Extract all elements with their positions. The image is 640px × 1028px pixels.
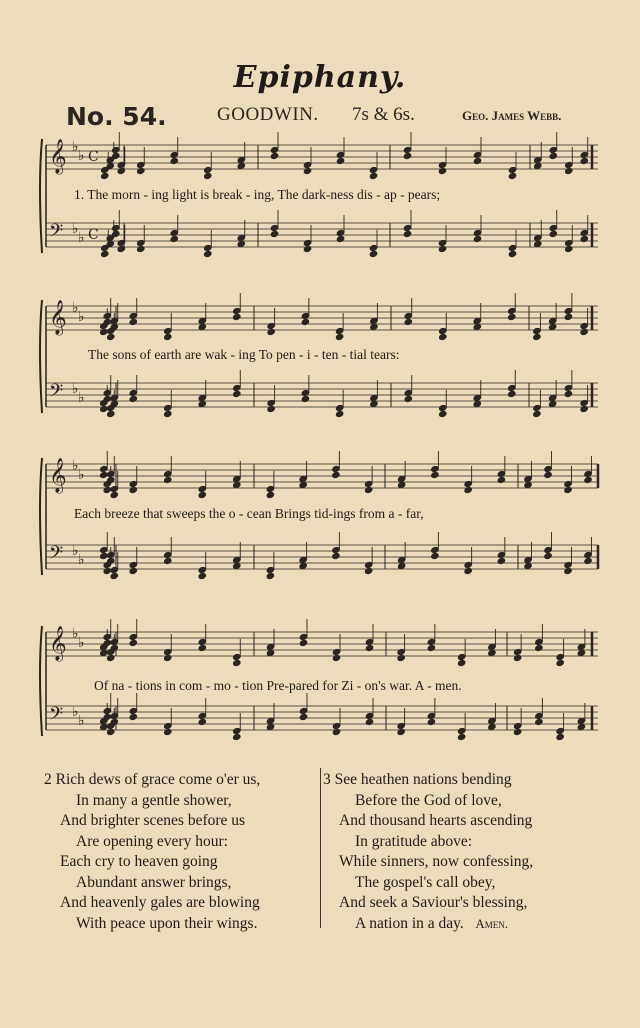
- note-head: [364, 567, 374, 575]
- note-head: [163, 410, 173, 418]
- treble-clef: 𝄞: [49, 139, 67, 174]
- flat-sign: ♭: [78, 309, 85, 325]
- verse-2-line-7: And heavenly gales are blowing: [60, 894, 260, 911]
- note-head: [497, 557, 507, 565]
- flat-sign: ♭: [78, 467, 85, 483]
- note-head: [270, 230, 280, 238]
- note-head: [106, 410, 116, 418]
- flat-sign: ♭: [78, 552, 85, 568]
- note-head: [109, 572, 119, 580]
- note-head: [555, 659, 565, 667]
- note-head: [197, 572, 207, 580]
- verse-3-number: 3: [323, 771, 331, 788]
- note-head: [403, 230, 413, 238]
- note-head: [232, 390, 242, 398]
- brace: [40, 626, 42, 736]
- flat-sign: ♭: [72, 139, 79, 155]
- note-head: [403, 152, 413, 160]
- note-head: [579, 157, 589, 165]
- note-head: [396, 728, 406, 736]
- note-head: [232, 733, 242, 741]
- note-head: [163, 333, 173, 341]
- verse-divider: [320, 768, 321, 928]
- note-head: [532, 333, 542, 341]
- note-head: [169, 157, 179, 165]
- lyric-line-1: 1. The morn - ing light is break - ing, The dark-ness dis - ap - pears;: [74, 187, 441, 202]
- composer: Geo. James Webb.: [462, 108, 562, 123]
- note-head: [438, 167, 448, 175]
- note-head: [579, 235, 589, 243]
- note-head: [266, 491, 276, 499]
- note-head: [543, 471, 553, 479]
- note-head: [163, 557, 173, 565]
- note-head: [335, 410, 345, 418]
- verse-2: [44, 770, 260, 934]
- brace: [40, 458, 42, 575]
- verse-3-line-2: Before the God of love,: [355, 791, 502, 809]
- note-head: [303, 245, 313, 253]
- note-head: [128, 395, 138, 403]
- note-head: [430, 552, 440, 560]
- note-head: [163, 476, 173, 484]
- note-head: [457, 659, 467, 667]
- note-head: [365, 644, 375, 652]
- flat-sign: ♭: [72, 381, 79, 397]
- note-head: [564, 390, 574, 398]
- note-head: [583, 557, 593, 565]
- note-head: [106, 654, 116, 662]
- note-head: [543, 552, 553, 560]
- lyric-line-4: Of na - tions in com - mo - tion Pre-pared for Zi - on's war. A - men.: [94, 678, 462, 693]
- flat-sign: ♭: [78, 635, 85, 651]
- note-head: [128, 486, 138, 494]
- treble-clef: 𝄞: [49, 458, 67, 493]
- verse-2-line-4: Are opening every hour:: [76, 832, 228, 850]
- verse-2-line-2: In many a gentle shower,: [76, 791, 232, 809]
- note-head: [197, 644, 207, 652]
- note-head: [463, 567, 473, 575]
- flat-sign: ♭: [72, 704, 79, 720]
- verse-3: [323, 770, 533, 934]
- note-head: [548, 230, 558, 238]
- note-head: [497, 476, 507, 484]
- note-head: [473, 235, 483, 243]
- flat-sign: ♭: [72, 543, 79, 559]
- hymn-number: No. 54.: [66, 102, 167, 131]
- verse-2-line-1: Rich dews of grace come o'er us,: [55, 771, 261, 788]
- note-head: [534, 718, 544, 726]
- note-head: [563, 486, 573, 494]
- note-head: [128, 318, 138, 326]
- verse-2-number: 2: [44, 771, 52, 788]
- note-head: [369, 172, 379, 180]
- flat-sign: ♭: [72, 300, 79, 316]
- verse-2-line-8: With peace upon their wings.: [76, 914, 258, 932]
- note-head: [109, 491, 119, 499]
- note-head: [136, 167, 146, 175]
- note-head: [335, 333, 345, 341]
- note-head: [232, 313, 242, 321]
- note-head: [299, 713, 309, 721]
- meter: 7s & 6s.: [352, 104, 415, 125]
- section-title: Epiphany.: [233, 60, 407, 95]
- note-head: [563, 567, 573, 575]
- note-head: [116, 245, 126, 253]
- note-head: [534, 644, 544, 652]
- flat-sign: ♭: [72, 626, 79, 642]
- note-head: [430, 471, 440, 479]
- note-head: [473, 157, 483, 165]
- note-head: [508, 250, 518, 258]
- flat-sign: ♭: [78, 713, 85, 729]
- flat-sign: ♭: [78, 230, 85, 246]
- note-head: [128, 713, 138, 721]
- note-head: [332, 728, 342, 736]
- verse-3-line-8: A nation in a day.: [355, 914, 464, 932]
- note-head: [427, 644, 437, 652]
- verse-3-line-3: And thousand hearts ascending: [339, 812, 533, 829]
- note-head: [266, 328, 276, 336]
- note-head: [266, 405, 276, 413]
- note-head: [513, 728, 523, 736]
- note-head: [270, 152, 280, 160]
- note-head: [438, 245, 448, 253]
- note-head: [336, 235, 346, 243]
- note-head: [299, 639, 309, 647]
- verse-2-line-6: Abundant answer brings,: [76, 873, 232, 891]
- bass-clef: 𝄢: [49, 704, 64, 729]
- note-head: [331, 552, 341, 560]
- lyric-line-2: The sons of earth are wak - ing To pen - i - ten - tial tears:: [88, 347, 400, 362]
- note-head: [583, 476, 593, 484]
- flat-sign: ♭: [78, 390, 85, 406]
- note-head: [403, 318, 413, 326]
- lyric-line-3: Each breeze that sweeps the o - cean Brings tid-ings from a - far,: [74, 506, 424, 521]
- flat-sign: ♭: [72, 221, 79, 237]
- note-head: [364, 486, 374, 494]
- note-head: [301, 395, 311, 403]
- note-head: [507, 313, 517, 321]
- verse-3-line-1: See heathen nations bending: [334, 771, 512, 788]
- note-head: [116, 167, 126, 175]
- bass-clef: 𝄢: [49, 543, 64, 568]
- note-head: [332, 654, 342, 662]
- time-signature: C: [88, 149, 99, 165]
- time-signature: C: [88, 227, 99, 243]
- note-head: [203, 250, 213, 258]
- treble-clef: 𝄞: [49, 626, 67, 661]
- note-head: [100, 172, 110, 180]
- note-head: [507, 390, 517, 398]
- treble-clef: 𝄞: [49, 300, 67, 335]
- note-head: [163, 728, 173, 736]
- note-head: [336, 157, 346, 165]
- note-head: [369, 250, 379, 258]
- note-head: [303, 167, 313, 175]
- note-head: [555, 733, 565, 741]
- verse-3-line-7: And seek a Saviour's blessing,: [339, 894, 528, 911]
- note-head: [100, 250, 110, 258]
- note-head: [128, 567, 138, 575]
- note-head: [513, 654, 523, 662]
- note-head: [232, 659, 242, 667]
- note-head: [457, 733, 467, 741]
- note-head: [463, 486, 473, 494]
- note-head: [136, 245, 146, 253]
- note-head: [403, 395, 413, 403]
- note-head: [203, 172, 213, 180]
- verse-3-line-4: In gratitude above:: [355, 832, 473, 850]
- note-head: [331, 471, 341, 479]
- bass-clef: 𝄢: [49, 381, 64, 406]
- note-head: [197, 718, 207, 726]
- tune-name: GOODWIN.: [217, 104, 319, 125]
- verse-3-amen: Amen.: [475, 915, 509, 931]
- note-head: [427, 718, 437, 726]
- note-head: [508, 172, 518, 180]
- brace: [40, 139, 42, 253]
- flat-sign: ♭: [78, 148, 85, 164]
- note-head: [579, 405, 589, 413]
- note-head: [548, 152, 558, 160]
- note-head: [128, 639, 138, 647]
- note-head: [106, 333, 116, 341]
- note-head: [301, 318, 311, 326]
- note-head: [438, 410, 448, 418]
- note-head: [169, 235, 179, 243]
- bass-clef: 𝄢: [49, 221, 64, 246]
- verse-2-line-5: Each cry to heaven going: [60, 853, 218, 870]
- note-head: [163, 654, 173, 662]
- note-head: [197, 491, 207, 499]
- verse-3-line-6: The gospel's call obey,: [355, 873, 496, 891]
- note-head: [564, 167, 574, 175]
- note-head: [579, 328, 589, 336]
- note-head: [365, 718, 375, 726]
- note-head: [564, 245, 574, 253]
- note-head: [396, 654, 406, 662]
- note-head: [266, 572, 276, 580]
- verse-3-line-5: While sinners, now confessing,: [339, 853, 534, 870]
- brace: [40, 300, 42, 413]
- note-head: [532, 410, 542, 418]
- note-head: [438, 333, 448, 341]
- note-head: [564, 313, 574, 321]
- flat-sign: ♭: [72, 458, 79, 474]
- note-head: [106, 728, 116, 736]
- verse-2-line-3: And brighter scenes before us: [60, 812, 246, 829]
